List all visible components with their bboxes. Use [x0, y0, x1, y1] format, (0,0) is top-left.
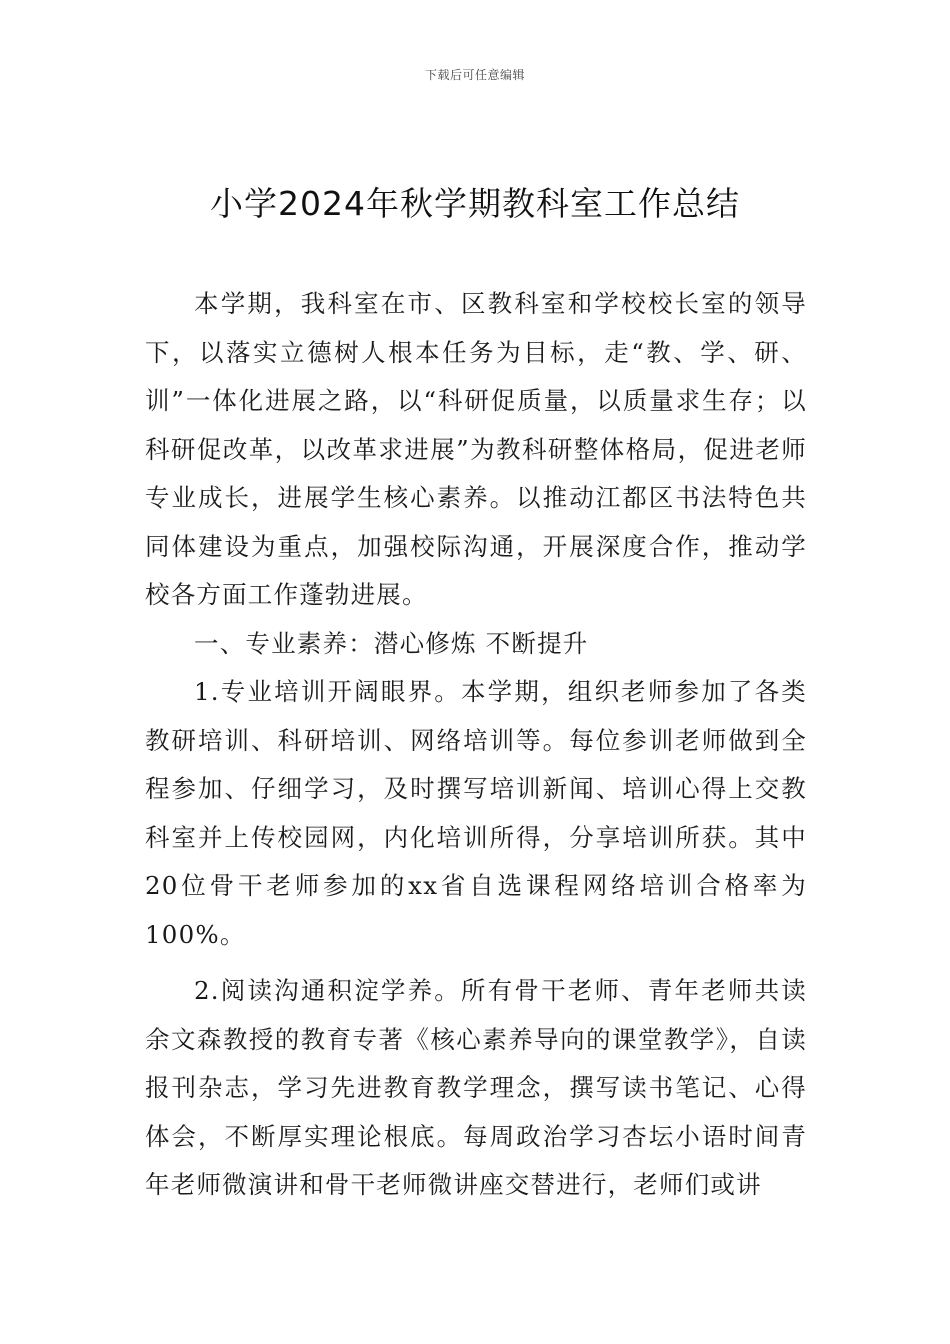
document-body: [145, 280, 807, 1210]
section-heading: 一、专业素养：潜心修炼 不断提升: [194, 628, 589, 658]
training-paragraph: 1.专业培训开阔眼界。本学期，组织老师参加了各类教研培训、科研培训、网络培训等。每位参训老师做到全程参加、仔细学习，及时撰写培训新闻、培训心得上交教科室并上传校园网，内化培训所得，分享培训所获。其中20位骨干老师参加的xx省自选课程网络培训合格率为100%。: [145, 677, 807, 949]
intro-paragraph: 本学期，我科室在市、区教科室和学校校长室的领导下，以落实立德树人根本任务为目标，走“教、学、研、训”一体化进展之路，以“科研促质量，以质量求生存；以科研促改革，以改革求进展”为教科研整体格局，促进老师专业成长，进展学生核心素养。以推动江都区书法特色共同体建设为重点，加强校际沟通，开展深度合作，推动学校各方面工作蓬勃进展。: [145, 289, 807, 609]
document-title: 小学2024年秋学期教科室工作总结: [210, 184, 740, 223]
reading-paragraph: 2.阅读沟通积淀学养。所有骨干老师、青年老师共读余文森教授的教育专著《核心素养导向的课堂教学》，自读报刊杂志，学习先进教育教学理念，撰写读书笔记、心得体会，不断厚实理论根底。每周政治学习杏坛小语时间青年老师微演讲和骨干老师微讲座交替进行，老师们或讲: [145, 976, 807, 1199]
header-note: 下载后可任意编辑: [424, 68, 525, 82]
